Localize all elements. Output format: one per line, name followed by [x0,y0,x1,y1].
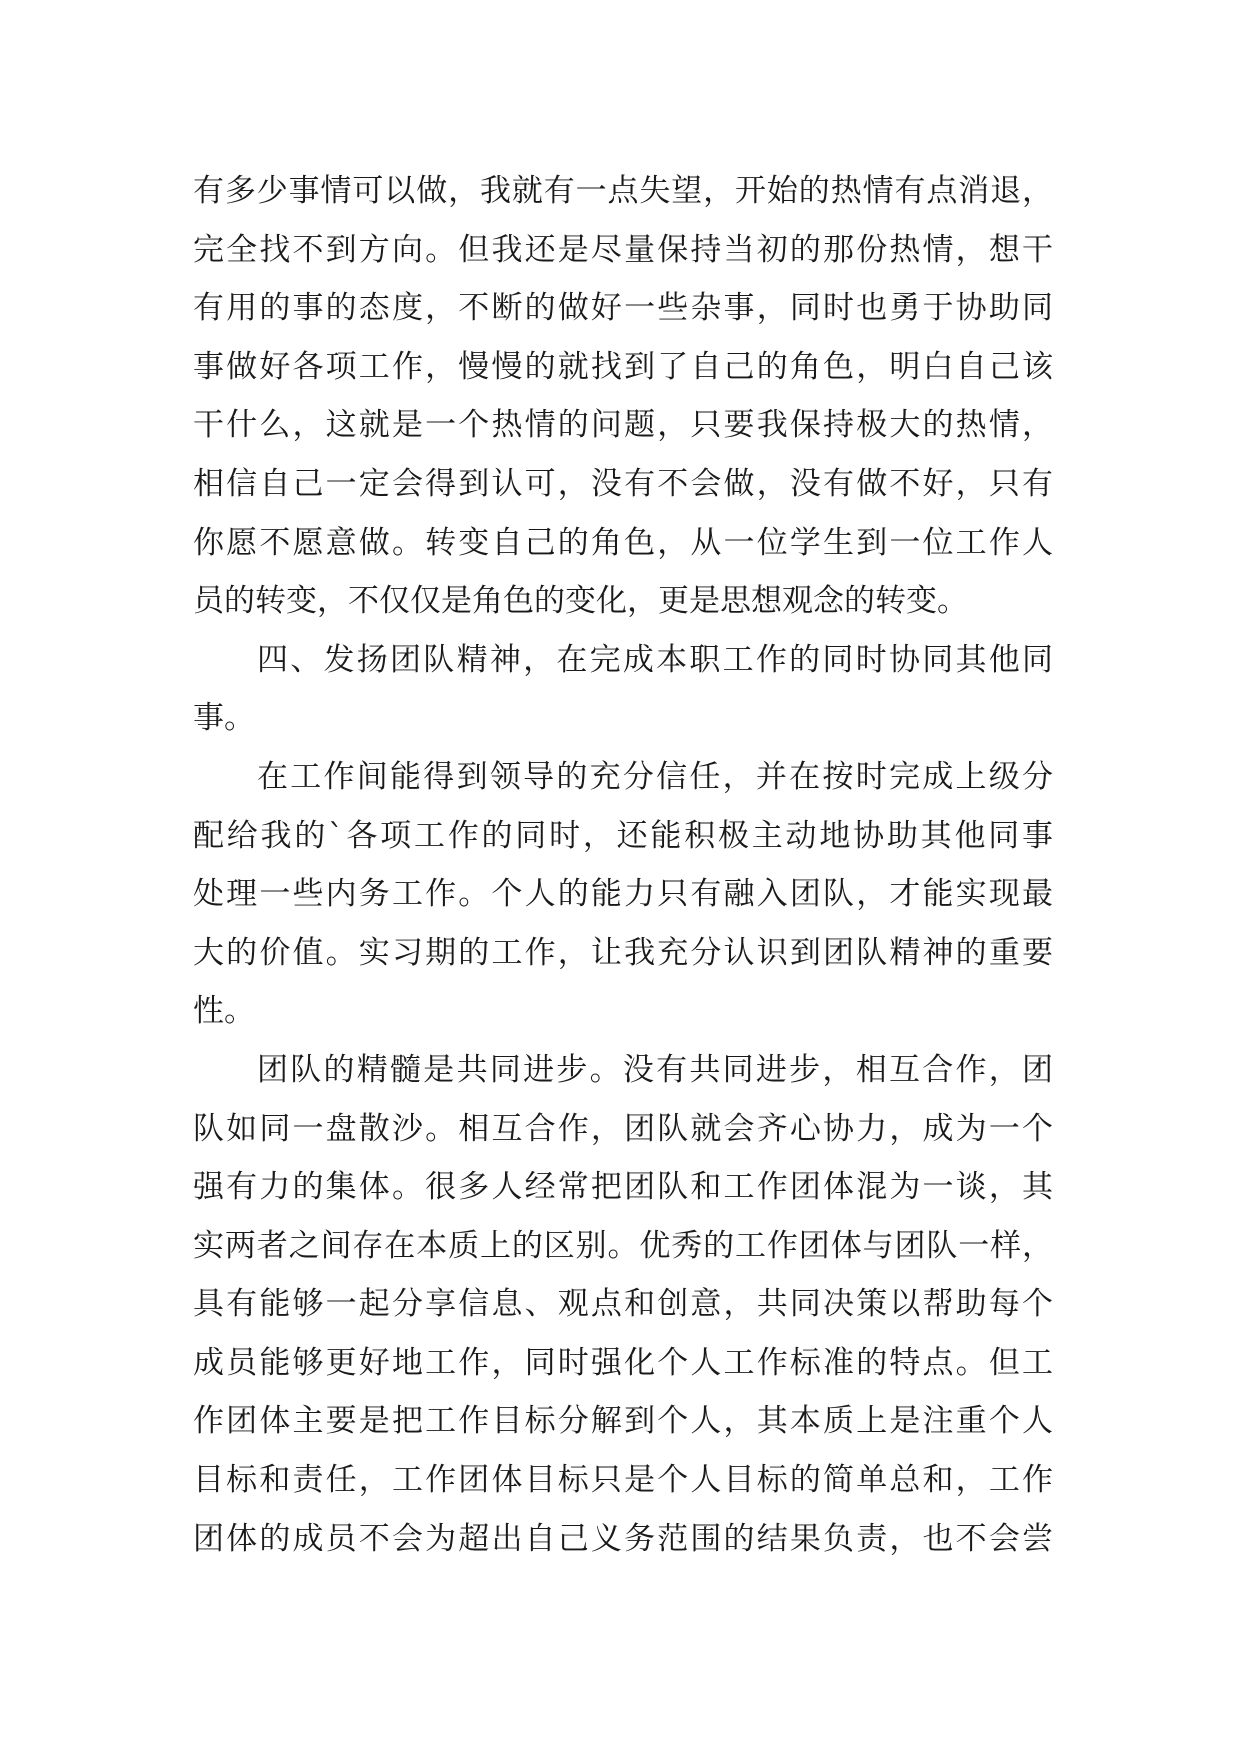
text-line: 员的转变，不仅仅是角色的变化，更是思想观念的转变。 [193,583,968,620]
text-line: 作团体主要是把工作目标分解到个人，其本质上是注重个人 [193,1403,1053,1440]
text-line: 有用的事的态度，不断的做好一些杂事，同时也勇于协助同 [193,290,1053,327]
text-line: 事。 [193,700,255,737]
text-line: 完全找不到方向。但我还是尽量保持当初的那份热情，想干 [193,231,1053,268]
document-body-text [193,162,1053,1568]
text-line: 干什么，这就是一个热情的问题，只要我保持极大的热情， [193,407,1053,444]
text-line: 你愿不愿意做。转变自己的角色，从一位学生到一位工作人 [193,524,1053,561]
text-line: 队如同一盘散沙。相互合作，团队就会齐心协力，成为一个 [193,1110,1053,1147]
text-line: 强有力的集体。很多人经常把团队和工作团体混为一谈，其 [193,1169,1053,1206]
text-line: 在工作间能得到领导的充分信任，并在按时完成上级分 [257,758,1053,795]
text-line: 具有能够一起分享信息、观点和创意，共同决策以帮助每个 [193,1286,1053,1323]
text-line: 性。 [193,993,255,1030]
text-line: 配给我的`各项工作的同时，还能积极主动地协助其他同事 [193,817,1053,854]
text-line: 有多少事情可以做，我就有一点失望，开始的热情有点消退， [193,173,1053,209]
text-line: 成员能够更好地工作，同时强化个人工作标准的特点。但工 [193,1344,1053,1381]
text-line: 团队的精髓是共同进步。没有共同进步，相互合作，团 [257,1051,1053,1088]
text-line: 实两者之间存在本质上的区别。优秀的工作团体与团队一样， [193,1227,1053,1264]
text-line: 四、发扬团队精神，在完成本职工作的同时协同其他同 [257,641,1053,678]
text-line: 大的价值。实习期的工作，让我充分认识到团队精神的重要 [193,934,1053,971]
text-line: 处理一些内务工作。个人的能力只有融入团队，才能实现最 [193,876,1053,913]
text-line: 团体的成员不会为超出自己义务范围的结果负责，也不会尝 [193,1520,1053,1557]
text-line: 事做好各项工作，慢慢的就找到了自己的角色，明白自己该 [193,348,1053,385]
text-line: 相信自己一定会得到认可，没有不会做，没有做不好，只有 [193,465,1053,502]
text-line: 目标和责任，工作团体目标只是个人目标的简单总和，工作 [193,1462,1053,1499]
